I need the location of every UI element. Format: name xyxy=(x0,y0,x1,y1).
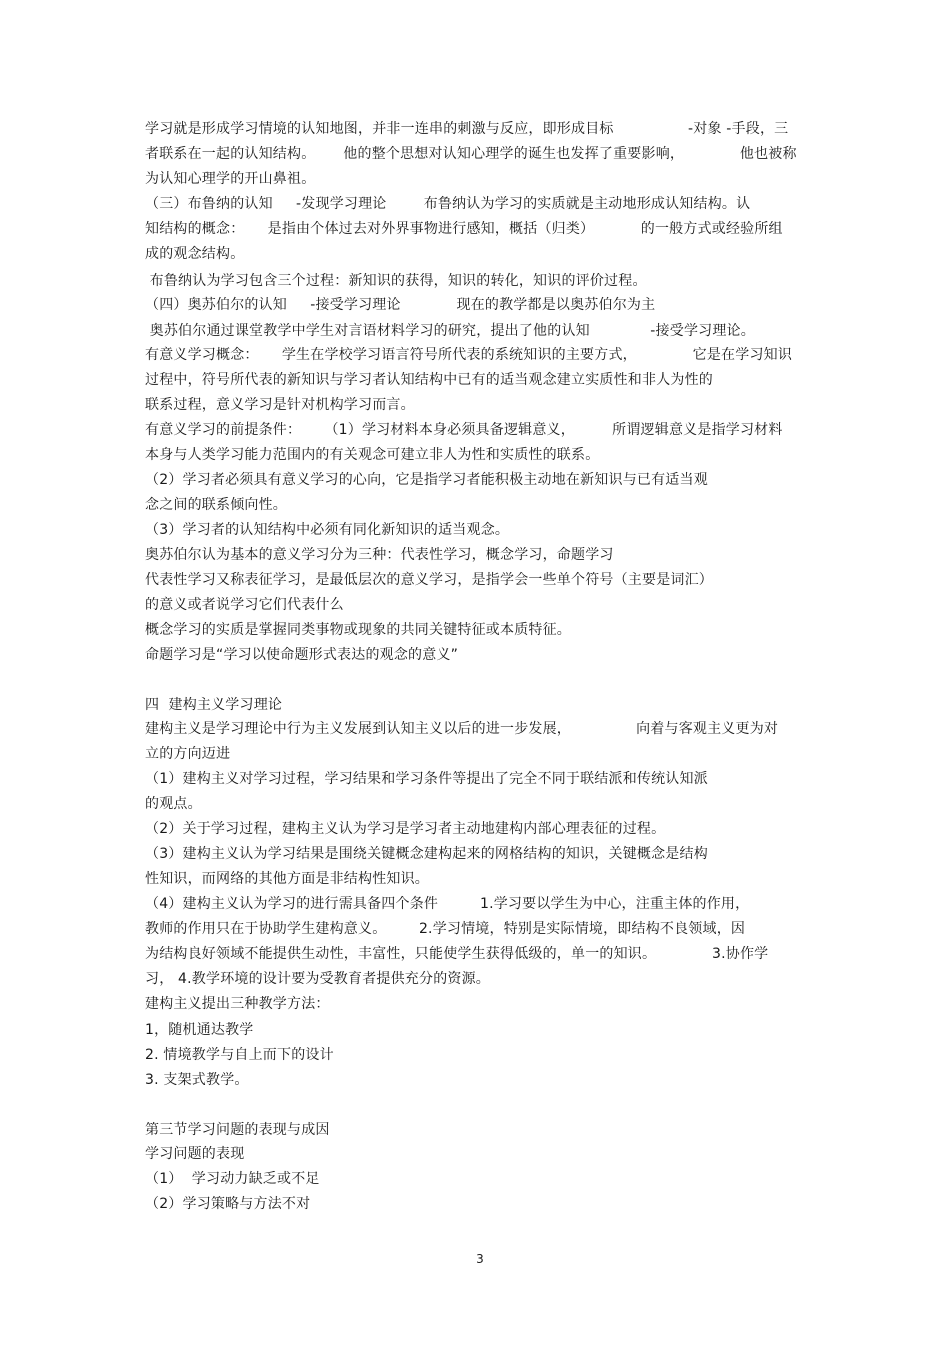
text-line: 习， 4.教学环境的设计要为受教育者提供充分的资源。 xyxy=(145,971,491,987)
text-line: 过程中，符号所代表的新知识与学习者认知结构中已有的适当观念建立实质性和非人为性的 xyxy=(145,372,713,388)
text-line: （1）建构主义对学习过程，学习结果和学习条件等提出了完全不同于联结派和传统认知派 xyxy=(145,771,708,787)
list-item: 2. 情境教学与自上而下的设计 xyxy=(145,1047,334,1063)
list-item: 3. 支架式教学。 xyxy=(145,1072,249,1088)
text-line: 建构主义是学习理论中行为主义发展到认知主义以后的进一步发展， 向着与客观主义更为对 xyxy=(145,721,779,737)
text-line: （3）建构主义认为学习结果是围绕关键概念建构起来的网格结构的知识，关键概念是结构 xyxy=(145,846,708,862)
text-line: 命题学习是“学习以使命题形式表达的观念的意义” xyxy=(145,647,459,663)
text-line: （三）布鲁纳的认知 -发现学习理论 布鲁纳认为学习的实质就是主动地形成认知结构。认 xyxy=(145,196,751,212)
text-line: 学习问题的表现 xyxy=(145,1146,245,1162)
text-line: 为结构良好领域不能提供生动性，丰富性，只能使学生获得低级的，单一的知识。 3.协作学 xyxy=(145,946,769,962)
page-number: 3 xyxy=(476,1252,484,1266)
text-line: 的观点。 xyxy=(145,796,202,812)
text-line: 教师的作用只在于协助学生建构意义。 2.学习情境，特别是实际情境，即结构不良领域，因 xyxy=(145,921,746,937)
text-line: 知结构的概念： 是指由个体过去对外界事物进行感知，概括（归类） 的一般方式或经验所组 xyxy=(145,221,783,237)
text-line: 念之间的联系倾向性。 xyxy=(145,497,287,513)
text-line: 代表性学习又称表征学习，是最低层次的意义学习，是指学会一些单个符号（主要是词汇） xyxy=(145,572,713,588)
text-line: 有意义学习概念： 学生在学校学习语言符号所代表的系统知识的主要方式， 它是在学习知识 xyxy=(145,347,793,363)
list-item: （2）学习策略与方法不对 xyxy=(145,1196,311,1212)
text-line: 性知识，而网络的其他方面是非结构性知识。 xyxy=(145,871,429,887)
text-line: （2）学习者必须具有意义学习的心向，它是指学习者能积极主动地在新知识与已有适当观 xyxy=(145,472,708,488)
text-line: 者联系在一起的认知结构。 他的整个思想对认知心理学的诞生也发挥了重要影响， 他也被称 xyxy=(145,146,797,162)
text-line: 建构主义提出三种教学方法： xyxy=(145,996,330,1012)
text-line: 奥苏伯尔认为基本的意义学习分为三种：代表性学习，概念学习，命题学习 xyxy=(145,547,614,563)
text-line: 成的观念结构。 xyxy=(145,246,245,262)
text-line: 奥苏伯尔通过课堂教学中学生对言语材料学习的研究，提出了他的认知 -接受学习理论。 xyxy=(145,323,755,339)
text-line: 的意义或者说学习它们代表什么 xyxy=(145,597,344,613)
text-line: （四）奥苏伯尔的认知 -接受学习理论 现在的教学都是以奥苏伯尔为主 xyxy=(145,297,656,313)
text-line: 概念学习的实质是掌握同类事物或现象的共同关键特征或本质特征。 xyxy=(145,622,571,638)
text-line: （3）学习者的认知结构中必须有同化新知识的适当观念。 xyxy=(145,522,510,538)
section-heading: 四 建构主义学习理论 xyxy=(145,697,283,713)
text-line: 立的方向迈进 xyxy=(145,746,231,762)
text-line: 联系过程，意义学习是针对机构学习而言。 xyxy=(145,397,415,413)
text-line: 布鲁纳认为学习包含三个过程：新知识的获得，知识的转化，知识的评价过程。 xyxy=(145,273,647,289)
text-line: 为认知心理学的开山鼻祖。 xyxy=(145,171,316,187)
text-line: 有意义学习的前提条件： （1）学习材料本身必须具备逻辑意义， 所谓逻辑意义是指学习材料 xyxy=(145,422,783,438)
text-line: （4）建构主义认为学习的进行需具备四个条件 1.学习要以学生为中心，注重主体的作用， xyxy=(145,896,750,912)
text-line: 学习就是形成学习情境的认知地图，并非一连串的刺激与反应，即形成目标 -对象 -手段，三 xyxy=(145,121,789,137)
list-item: （1） 学习动力缺乏或不足 xyxy=(145,1171,320,1187)
list-item: 1，随机通达教学 xyxy=(145,1022,254,1038)
section-heading: 第三节学习问题的表现与成因 xyxy=(145,1122,330,1138)
text-line: 本身与人类学习能力范围内的有关观念可建立非人为性和实质性的联系。 xyxy=(145,447,600,463)
text-line: （2）关于学习过程，建构主义认为学习是学习者主动地建构内部心理表征的过程。 xyxy=(145,821,666,837)
